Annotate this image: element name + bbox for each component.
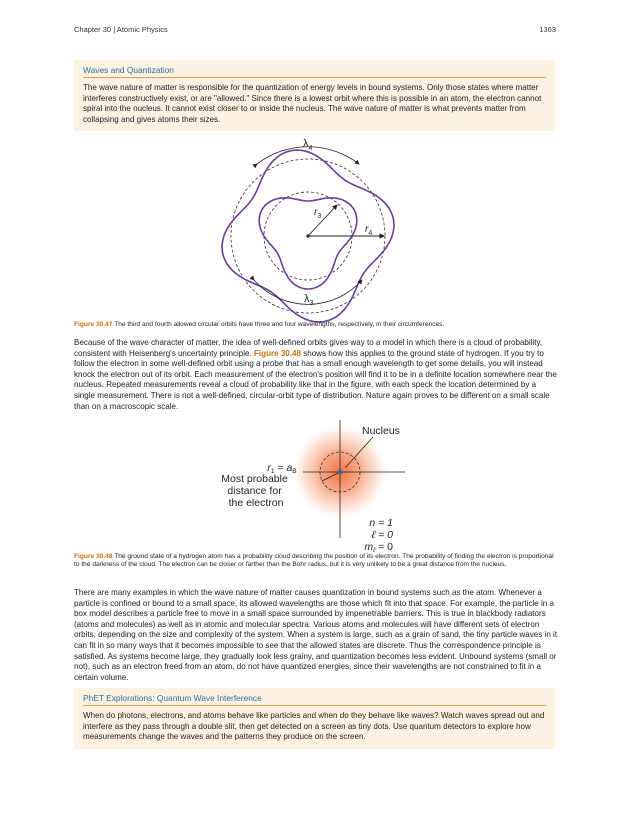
box-text: The wave nature of matter is responsible for the quantization of energy levels in bound systems. Only those states where matter interferes constructively exist, or are "allowed." Since there is a lowest orbit where this is possible in an atom, the electron cannot spiral into the nucleus. It cannot exist closer to or inside the nucleus. The wave nature of matter is what prevents matter from collapsing and gives atoms their sizes.: [83, 83, 542, 124]
bohr-radius-label: r1 = aB: [267, 462, 297, 475]
nucleus-dot: [338, 470, 342, 474]
page-number: 1363: [539, 25, 556, 34]
para-text: shows how this applies to the ground state of hydrogen. If you try to follow the electron in some well-defined orbit using a probe that has a small enough wavelength to get some details, you will instead knock the electron out of its orbit. Each measurement of the electron's position will find it to be in a definite location somewhere near the nucleus. Repeated measurements reveal a cloud of probability like that in the figure, with each speck the location determined by a single measurement. There is not a well-defined, circular-orbit type of distribution. Nature again proves to be different on a small scale than on a macroscopic scale.: [74, 348, 557, 411]
r4-label: $r_4$: [365, 224, 373, 237]
running-head: [74, 25, 556, 34]
waves-quantization-box: [74, 60, 555, 131]
box-title[interactable]: PhET Explorations: Quantum Wave Interference: [83, 693, 546, 706]
figure-48-caption: [74, 553, 558, 570]
chapter-title: Chapter 30 | Atomic Physics: [74, 25, 168, 34]
r3-label: $r_3$: [314, 207, 322, 220]
para-text: Because of the wave character of matter, the idea of well-defined orbits gives way to a model in which there is a cloud of probability, consistent with Heisenberg's uncertainty principle.: [74, 338, 543, 358]
nucleus-label: Nucleus: [362, 425, 400, 437]
box-text: When do photons, electrons, and atoms behave like particles and when do they behave like waves? Watch waves spread out and interfere as they pass through a double slit, then get detected on a screen as tiny dots. Use quantum detectors to explore how measurements change the waves and the patterns they produce on the screen.: [83, 711, 545, 742]
figure-orbits: [210, 132, 425, 320]
box-title: Waves and Quantization: [83, 65, 546, 78]
quantum-number-l: ℓ = 0: [371, 529, 393, 541]
caption-text: The third and fourth allowed circular orbits have three and four wavelengths, respectively, in their circumferences.: [112, 321, 445, 328]
nucleus-dot: [306, 234, 309, 237]
figure-48-link[interactable]: Figure 30.48: [254, 348, 301, 358]
caption-label: Figure 30.48: [74, 553, 113, 560]
phet-explorations-box: [74, 688, 555, 749]
quantum-number-n: n = 1: [369, 517, 393, 529]
quantum-number-ml: mℓ = 0: [364, 541, 393, 554]
figure-hydrogen-cloud: [221, 418, 415, 554]
lambda4-label: $\lambda_4$: [303, 138, 313, 152]
paragraph-quantization-examples: There are many examples in which the wave nature of matter causes quantization in bound systems such as the atom. Whenever a particle is confined or bound to a small space, its allowed wavelengths are those which fit into that space. For example, the particle in a box model describes a particle free to move in a small space surrounded by impenetrable barriers. This is true in blackbody radiators (atoms and molecules) as well as in atomic and molecular spectra. Various atoms and molecules will have different sets of electron orbits, depending on the size and complexity of the system. When a system is large, such as a grain of sand, the tiny particle waves in it can fit in so many ways that it becomes impossible to see that the allowed states are discrete. Thus the correspondence principle is satisfied. As systems become large, they gradually look less grainy, and quantization becomes less evident. Unbound systems (small or not), such as an electron freed from an atom, do not have quantized energies, since their wavelengths are not constrained to fit in a certain volume.: [74, 588, 558, 682]
paragraph-probability-cloud: [74, 338, 558, 412]
caption-text: The ground state of a hydrogen atom has a probability cloud describing the position of its electron. The probability of finding the electron is proportional to the darkness of the cloud. The electron can be closer or farther than the Bohr radius, but it is very unlikely to be a great distance from the nucleus.: [74, 553, 554, 569]
most-probable-label: Most probable distance for the electron: [221, 473, 288, 509]
caption-label: Figure 30.47: [74, 321, 113, 328]
r3-radius-line: [308, 205, 337, 236]
lambda3-label: $\lambda_3$: [304, 293, 314, 307]
wave-three-wavelengths: [259, 198, 357, 289]
figure-47-caption: [74, 321, 558, 329]
